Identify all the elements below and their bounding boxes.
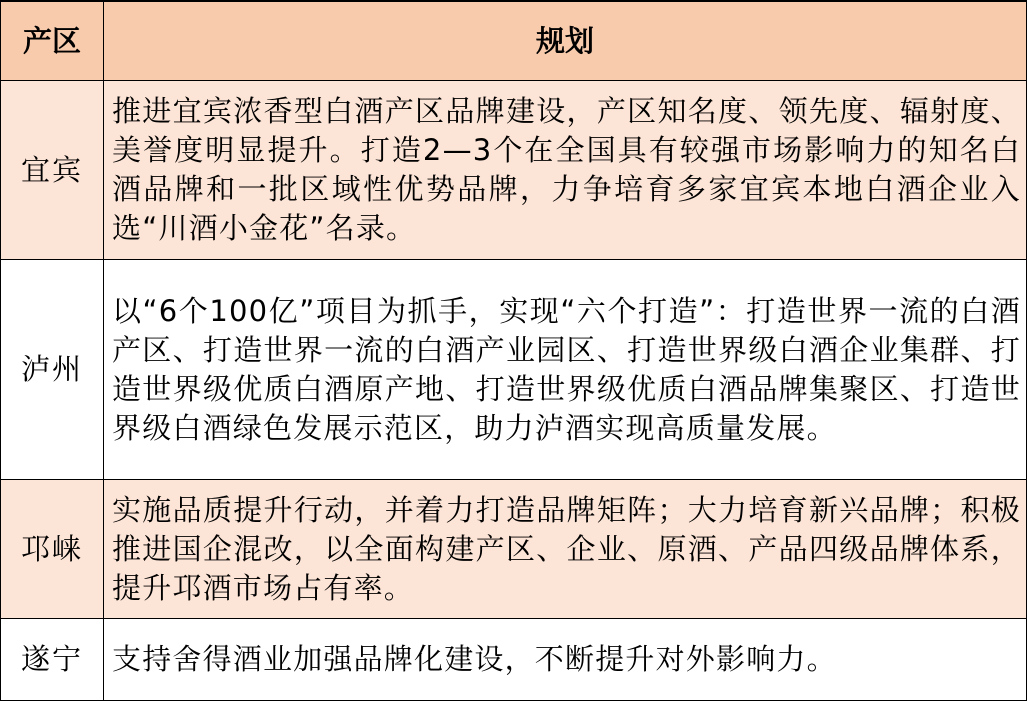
header-plan: 规划 bbox=[104, 1, 1027, 81]
plan-cell: 实施品质提升行动，并着力打造品牌矩阵；大力培育新兴品牌；积极推进国企混改，以全面构建产区、企业、原酒、产品四级品牌体系，提升邛酒市场占有率。 bbox=[104, 480, 1027, 619]
plan-cell: 以“6个100亿”项目为抓手，实现“六个打造”：打造世界一流的白酒产区、打造世界一流的白酒产业园区、打造世界级白酒企业集群、打造世界级优质白酒原产地、打造世界级优质白酒品牌集聚区、打造世界级白酒绿色发展示范区，助力泸酒实现高质量发展。 bbox=[104, 260, 1027, 480]
region-cell: 邛崃 bbox=[1, 480, 104, 619]
table-header-row bbox=[1, 1, 1027, 81]
header-region: 产区 bbox=[1, 1, 104, 81]
plan-cell: 支持舍得酒业加强品牌化建设，不断提升对外影响力。 bbox=[104, 619, 1027, 701]
region-cell: 遂宁 bbox=[1, 619, 104, 701]
table-row bbox=[1, 81, 1027, 260]
region-cell: 泸州 bbox=[1, 260, 104, 480]
table-row bbox=[1, 480, 1027, 619]
table-row bbox=[1, 260, 1027, 480]
region-cell: 宜宾 bbox=[1, 81, 104, 260]
table-row bbox=[1, 619, 1027, 701]
plan-cell: 推进宜宾浓香型白酒产区品牌建设，产区知名度、领先度、辐射度、美誉度明显提升。打造2—3个在全国具有较强市场影响力的知名白酒品牌和一批区域性优势品牌，力争培育多家宜宾本地白酒企业入选“川酒小金花”名录。 bbox=[104, 81, 1027, 260]
